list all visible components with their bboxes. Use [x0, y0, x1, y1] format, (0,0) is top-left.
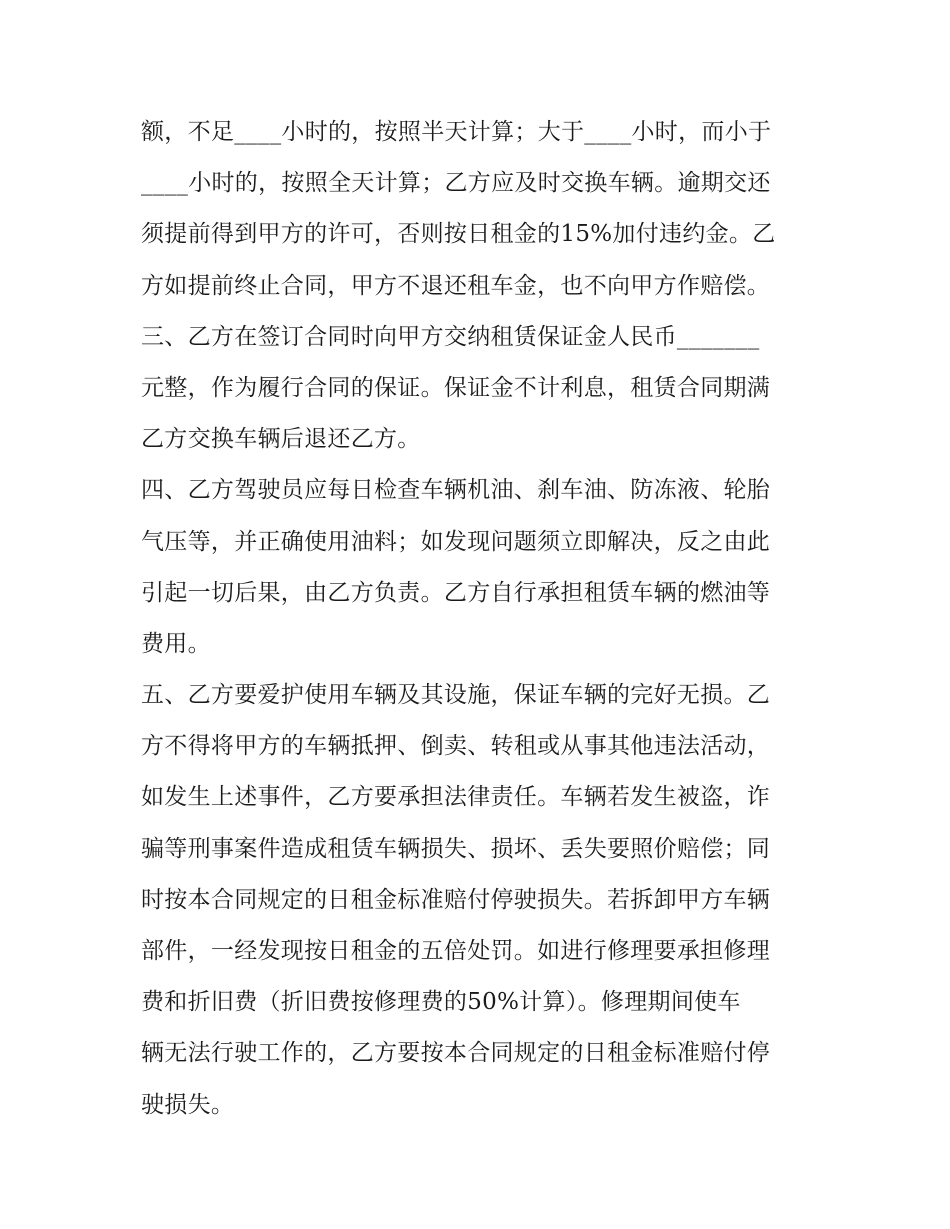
text-line: 三、乙方在签订合同时向甲方交纳租赁保证金人民币_______	[141, 323, 760, 350]
text-line: 辆无法行驶工作的，乙方要按本合同规定的日租金标准赔付停	[141, 1040, 771, 1067]
document-page	[141, 107, 813, 1131]
text-line: 额，不足____小时的，按照半天计算；大于____小时，而小于	[141, 119, 772, 145]
text-line: ____小时的，按照全天计算；乙方应及时交换车辆。逾期交还	[141, 170, 771, 197]
text-line: 须提前得到甲方的许可，否则按日租金的15%加付违约金。乙	[141, 221, 776, 248]
text-line: 方不得将甲方的车辆抵押、倒卖、转租或从事其他违法活动，	[141, 733, 771, 760]
text-line: 费用。	[141, 630, 211, 657]
text-line: 气压等，并正确使用油料；如发现问题须立即解决，反之由此	[141, 528, 771, 555]
text-line: 部件，一经发现按日租金的五倍处罚。如进行修理要承担修理	[141, 938, 771, 964]
text-line: 乙方交换车辆后退还乙方。	[141, 426, 421, 453]
text-line: 驶损失。	[141, 1091, 235, 1118]
text-line: 四、乙方驾驶员应每日检查车辆机油、刹车油、防冻液、轮胎	[141, 477, 771, 504]
text-line: 元整，作为履行合同的保证。保证金不计利息，租赁合同期满	[141, 374, 771, 401]
text-line: 如发生上述事件，乙方要承担法律责任。车辆若发生被盗，诈	[141, 784, 771, 811]
text-line: 引起一切后果，由乙方负责。乙方自行承担租赁车辆的燃油等	[141, 579, 771, 606]
text-line: 五、乙方要爱护使用车辆及其设施，保证车辆的完好无损。乙	[141, 682, 771, 709]
text-line: 费和折旧费（折旧费按修理费的50%计算）。修理期间使车	[141, 989, 741, 1016]
text-line: 时按本合同规定的日租金标准赔付停驶损失。若拆卸甲方车辆	[141, 886, 771, 913]
text-line: 方如提前终止合同，甲方不退还租车金，也不向甲方作赔偿。	[141, 272, 771, 299]
text-line: 骗等刑事案件造成租赁车辆损失、损坏、丢失要照价赔偿；同	[141, 835, 771, 862]
